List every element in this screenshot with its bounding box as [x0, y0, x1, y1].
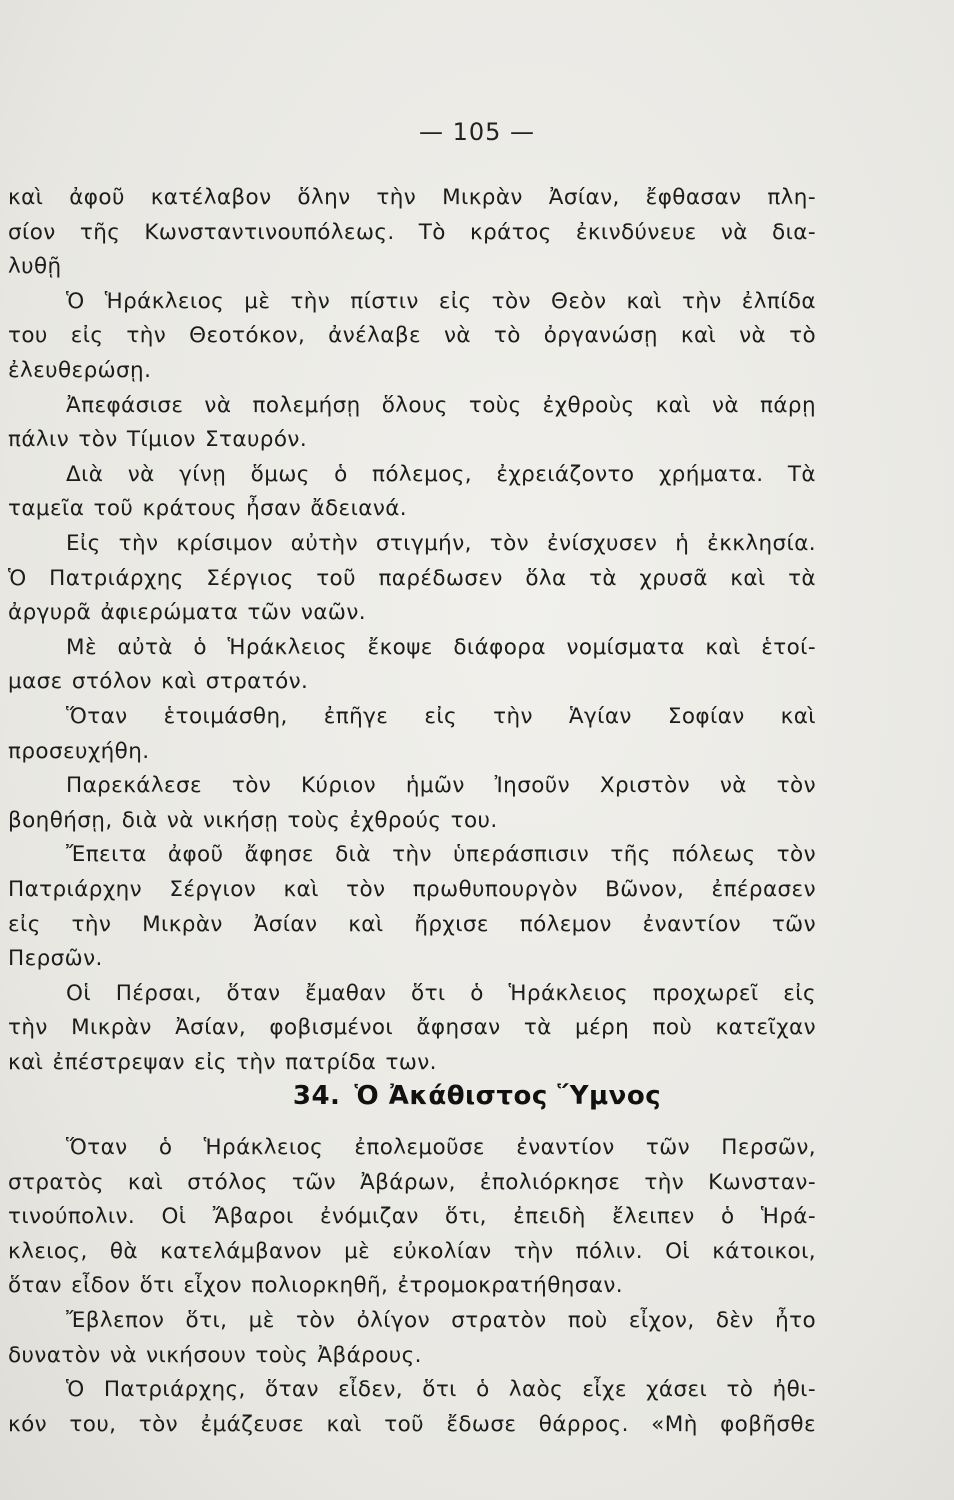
text-line: Περσῶν.	[8, 946, 103, 972]
text-line: ἐλευθερώσῃ.	[8, 358, 152, 383]
text-line: τὴν Μικρὰν Ἀσίαν, φοβισμένοι ἄφησαν τὰ μέρη ποὺ κατεῖχαν	[8, 1015, 816, 1041]
text-line: λυθῇ	[8, 254, 62, 280]
page-number: — 105 —	[418, 118, 536, 146]
text-line: Ὁ Πατριάρχης Σέργιος τοῦ παρέδωσεν ὅλα τὰ χρυσᾶ καὶ τὰ	[8, 565, 816, 591]
text-line: του εἰς τὴν Θεοτόκον, ἀνέλαβε νὰ τὸ ὀργανώσῃ καὶ νὰ τὸ	[8, 323, 816, 349]
text-line: Διὰ νὰ γίνῃ ὅμως ὁ πόλεμος, ἐχρειάζοντο χρήματα. Τὰ	[66, 461, 816, 487]
text-line: Οἱ Πέρσαι, ὅταν ἔμαθαν ὅτι ὁ Ἡράκλειος προχωρεῖ εἰς	[66, 980, 816, 1006]
text-line: ὅταν εἶδον ὅτι εἶχον πολιορκηθῆ, ἐτρομοκρατήθησαν.	[8, 1273, 624, 1299]
text-line: ἀργυρᾶ ἀφιερώματα τῶν ναῶν.	[8, 600, 366, 626]
text-line: Ὁ Πατριάρχης, ὅταν εἶδεν, ὅτι ὁ λαὸς εἶχε χάσει τὸ ἠθι-	[66, 1377, 816, 1403]
text-line: Ἀπεφάσισε νὰ πολεμήσῃ ὅλους τοὺς ἐχθροὺς καὶ νὰ πάρῃ	[66, 392, 816, 418]
text-line: στρατὸς καὶ στόλος τῶν Ἀβάρων, ἐπολιόρκησε τὴν Κωνσταν-	[8, 1169, 816, 1195]
text-line: κόν του, τὸν ἐμάζευσε καὶ τοῦ ἔδωσε θάρρος. «Μὴ φοβῆσθε	[8, 1411, 816, 1437]
text-line: Παρεκάλεσε τὸν Κύριον ἡμῶν Ἰησοῦν Χριστὸν νὰ τὸν	[66, 773, 816, 799]
section-number: 34.	[292, 1081, 341, 1111]
text-line: Ὁ Ἡράκλειος μὲ τὴν πίστιν εἰς τὸν Θεὸν καὶ τὴν ἐλπίδα	[66, 288, 816, 314]
text-line: βοηθήσῃ, διὰ νὰ νικήσῃ τοὺς ἐχθρούς του.	[8, 807, 498, 833]
text-line: εἰς τὴν Μικρὰν Ἀσίαν καὶ ἤρχισε πόλεμον ἐναντίον τῶν	[8, 911, 816, 937]
text-line: Ἔπειτα ἀφοῦ ἄφησε διὰ τὴν ὑπεράσπισιν τῆς πόλεως τὸν	[66, 842, 816, 868]
section-title: Ὁ Ἀκάθιστος Ὕμνος	[354, 1081, 662, 1111]
text-line: Μὲ αὐτὰ ὁ Ἡράκλειος ἔκοψε διάφορα νομίσματα καὶ ἑτοί-	[66, 634, 816, 660]
text-line: Ὅταν ἑτοιμάσθη, ἐπῆγε εἰς τὴν Ἁγίαν Σοφίαν καὶ	[66, 704, 816, 729]
text-line: τινούπολιν. Οἱ Ἄβαροι ἐνόμιζαν ὅτι, ἐπειδὴ ἔλειπεν ὁ Ἡρά-	[8, 1204, 816, 1230]
text-line: καὶ ἀφοῦ κατέλαβον ὅλην τὴν Μικρὰν Ἀσίαν, ἔφθασαν πλη-	[8, 185, 816, 210]
text-line: Ἔβλεπον ὅτι, μὲ τὸν ὀλίγον στρατὸν ποὺ εἶχον, δὲν ἦτο	[66, 1308, 816, 1333]
text-line: μασε στόλον καὶ στρατόν.	[8, 669, 309, 695]
text-line: Ὅταν ὁ Ἡράκλειος ἐπολεμοῦσε ἐναντίον τῶν Περσῶν,	[66, 1135, 816, 1160]
text-line: σίον τῆς Κωνσταντινουπόλεως. Τὸ κράτος ἐκινδύνευε νὰ δια-	[8, 219, 816, 245]
text-line: πάλιν τὸν Τίμιον Σταυρόν.	[8, 427, 308, 453]
text-line: προσευχήθη.	[8, 738, 150, 764]
section-heading	[0, 1076, 954, 1116]
text-line: Πατριάρχην Σέργιον καὶ τὸν πρωθυπουργὸν Βῶνον, ἐπέρασεν	[8, 877, 816, 902]
text-line: Εἰς τὴν κρίσιμον αὐτὴν στιγμήν, τὸν ἐνίσχυσεν ἡ ἐκκλησία.	[66, 531, 816, 556]
text-line: καὶ ἐπέστρεψαν εἰς τὴν πατρίδα των.	[8, 1050, 437, 1075]
text-line: ταμεῖα τοῦ κράτους ἦσαν ἄδειανά.	[8, 496, 408, 522]
text-line: δυνατὸν νὰ νικήσουν τοὺς Ἀβάρους.	[8, 1342, 422, 1368]
text-line: κλειος, θὰ κατελάμβανον μὲ εὐκολίαν τὴν πόλιν. Οἱ κάτοικοι,	[8, 1238, 816, 1264]
